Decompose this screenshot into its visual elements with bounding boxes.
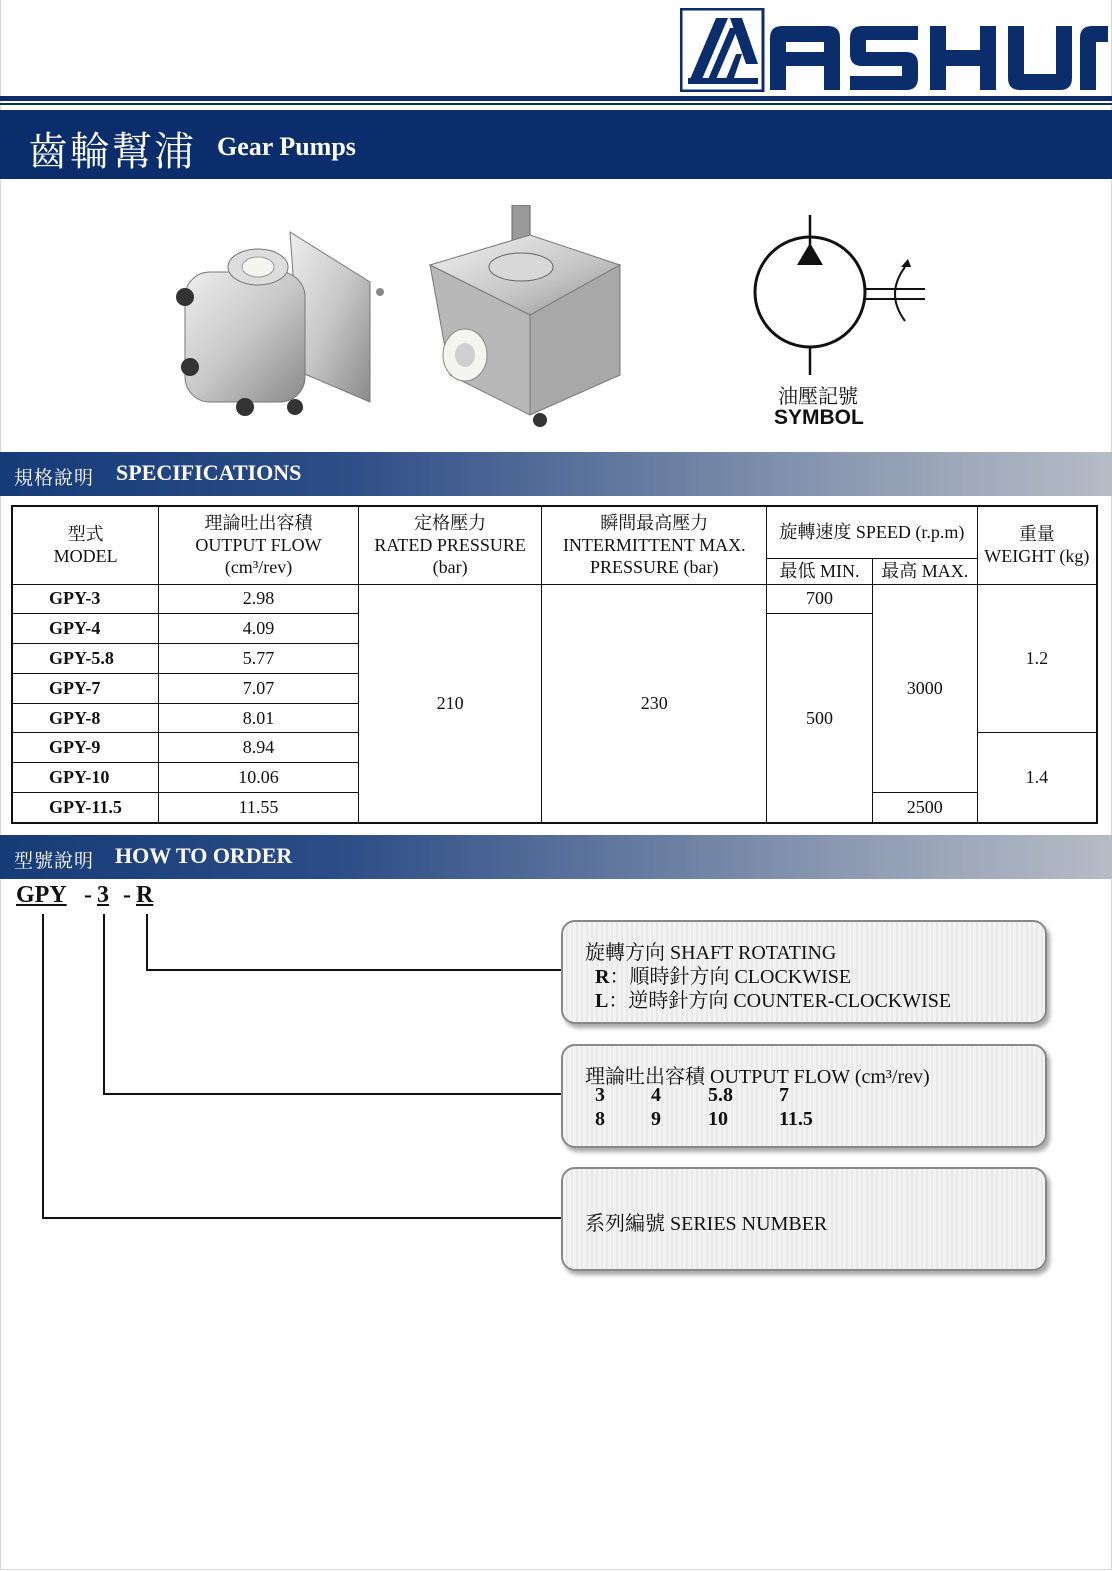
model-cell: GPY-8 bbox=[12, 703, 159, 733]
clockwise-text: ：順時針方向 CLOCKWISE bbox=[609, 966, 852, 988]
header-speed bbox=[767, 506, 978, 558]
specifications-label-en: SPECIFICATIONS bbox=[116, 460, 302, 485]
counter-clockwise-key: L bbox=[595, 990, 609, 1012]
flow-cell: 8.01 bbox=[159, 703, 359, 733]
header-weight-cn: 重量 bbox=[1018, 524, 1055, 545]
page-title-cn: 齒輪幫浦 bbox=[28, 129, 196, 174]
hydraulic-pump-symbol bbox=[745, 215, 945, 375]
rotation-code: R bbox=[136, 882, 154, 908]
header-rule bbox=[0, 96, 1112, 101]
header-rated-pressure bbox=[358, 506, 542, 584]
intermittent-pressure-cell: 230 bbox=[542, 584, 767, 823]
header-weight bbox=[977, 506, 1097, 584]
weight-cell: 1.2 bbox=[977, 584, 1097, 733]
flow-cell: 11.55 bbox=[159, 793, 359, 823]
model-cell: GPY-7 bbox=[12, 673, 159, 703]
flow-option-5-8: 5.8 bbox=[708, 1084, 733, 1106]
model-cell: GPY-5.8 bbox=[12, 644, 159, 674]
rotation-connector-horizontal bbox=[146, 969, 562, 971]
model-cell: GPY-4 bbox=[12, 614, 159, 644]
title-band bbox=[0, 110, 1112, 179]
flow-option-10: 10 bbox=[708, 1108, 728, 1130]
shaft-rotating-title: 旋轉方向 SHAFT ROTATING bbox=[585, 942, 837, 964]
gear-pump-photo-2 bbox=[420, 205, 640, 435]
max-speed-cell: 2500 bbox=[872, 793, 977, 823]
header-model-cn: 型式 bbox=[67, 524, 104, 545]
symbol-label-en: SYMBOL bbox=[774, 406, 864, 429]
flow-option-4: 4 bbox=[651, 1084, 661, 1106]
header-inter-cn: 瞬間最高壓力 bbox=[600, 513, 709, 534]
weight-cell: 1.4 bbox=[977, 733, 1097, 823]
series-connector-horizontal bbox=[42, 1217, 562, 1219]
series-connector-vertical bbox=[42, 914, 44, 1218]
series-code: GPY bbox=[16, 882, 67, 908]
flow-cell: 4.09 bbox=[159, 614, 359, 644]
how-to-order-label-cn: 型號說明 bbox=[14, 851, 95, 872]
rotation-connector-vertical bbox=[146, 914, 148, 970]
flow-option-9: 9 bbox=[651, 1108, 661, 1130]
header-flow-unit: (cm³/rev) bbox=[224, 557, 293, 578]
header-rated-en: RATED PRESSURE bbox=[374, 535, 526, 556]
header-speed-cn: 旋轉速度 bbox=[779, 522, 852, 543]
counter-clockwise-text: ：逆時針方向 COUNTER-CLOCKWISE bbox=[608, 990, 952, 1012]
ashun-logo bbox=[680, 8, 1108, 92]
header-model bbox=[12, 506, 159, 584]
output-flow-box bbox=[561, 1044, 1047, 1148]
max-speed-cell: 3000 bbox=[872, 584, 977, 793]
how-to-order-section-bar bbox=[0, 835, 1112, 879]
header-output-flow bbox=[159, 506, 359, 584]
order-code-rotation bbox=[136, 882, 153, 909]
min-speed-cell: 700 bbox=[767, 584, 873, 614]
flow-option-7: 7 bbox=[779, 1084, 789, 1106]
model-cell: GPY-10 bbox=[12, 763, 159, 793]
header-rule-thin bbox=[0, 103, 1112, 105]
model-cell: GPY-11.5 bbox=[12, 793, 159, 823]
header-flow-cn: 理論吐出容積 bbox=[204, 513, 313, 534]
flow-option-11-5: 11.5 bbox=[779, 1108, 813, 1130]
specifications-table bbox=[11, 505, 1098, 824]
header-inter-en: INTERMITTENT MAX. bbox=[562, 535, 746, 556]
flow-cell: 5.77 bbox=[159, 644, 359, 674]
how-to-order-label-en: HOW TO ORDER bbox=[115, 843, 293, 868]
series-number-title: 系列編號 SERIES NUMBER bbox=[585, 1213, 828, 1235]
order-code-dash-2: - bbox=[123, 882, 131, 908]
series-number-box bbox=[561, 1167, 1047, 1271]
flow-cell: 2.98 bbox=[159, 584, 359, 614]
model-cell: GPY-3 bbox=[12, 584, 159, 614]
header-rated-cn: 定格壓力 bbox=[414, 513, 487, 534]
header-model-en: MODEL bbox=[53, 546, 118, 567]
header-speed-max: 最高 MAX. bbox=[872, 558, 977, 584]
flow-connector-horizontal bbox=[103, 1093, 562, 1095]
size-code: 3 bbox=[97, 882, 109, 908]
min-speed-cell: 500 bbox=[767, 614, 873, 823]
flow-option-8: 8 bbox=[595, 1108, 605, 1130]
counter-clockwise-option bbox=[595, 984, 951, 1013]
header-speed-min: 最低 MIN. bbox=[767, 558, 873, 584]
header-weight-en: WEIGHT (kg) bbox=[984, 546, 1090, 567]
page-title-en: Gear Pumps bbox=[217, 132, 356, 161]
header-intermittent-pressure bbox=[542, 506, 767, 584]
flow-cell: 8.94 bbox=[159, 733, 359, 763]
flow-connector-vertical bbox=[103, 914, 105, 1094]
header-speed-en: SPEED (r.p.m) bbox=[855, 522, 965, 543]
output-flow-title: 理論吐出容積 OUTPUT FLOW (cm³/rev) bbox=[585, 1066, 930, 1088]
model-cell: GPY-9 bbox=[12, 733, 159, 763]
header-inter-unit: PRESSURE (bar) bbox=[590, 557, 719, 578]
symbol-label-cn: 油壓記號 bbox=[778, 384, 858, 408]
specifications-section-bar bbox=[0, 452, 1112, 496]
header-flow-en: OUTPUT FLOW bbox=[195, 535, 322, 556]
shaft-rotating-box bbox=[561, 920, 1047, 1024]
order-code-series bbox=[16, 882, 67, 909]
flow-cell: 10.06 bbox=[159, 763, 359, 793]
header-rated-unit: (bar) bbox=[432, 557, 468, 578]
order-code-size bbox=[97, 882, 109, 909]
flow-option-3: 3 bbox=[595, 1084, 605, 1106]
order-code-dash-1: - bbox=[84, 882, 92, 908]
rated-pressure-cell: 210 bbox=[358, 584, 542, 823]
specifications-label-cn: 規格說明 bbox=[14, 468, 95, 489]
clockwise-key: R bbox=[595, 966, 610, 988]
flow-cell: 7.07 bbox=[159, 673, 359, 703]
gear-pump-photo-1 bbox=[170, 222, 390, 422]
